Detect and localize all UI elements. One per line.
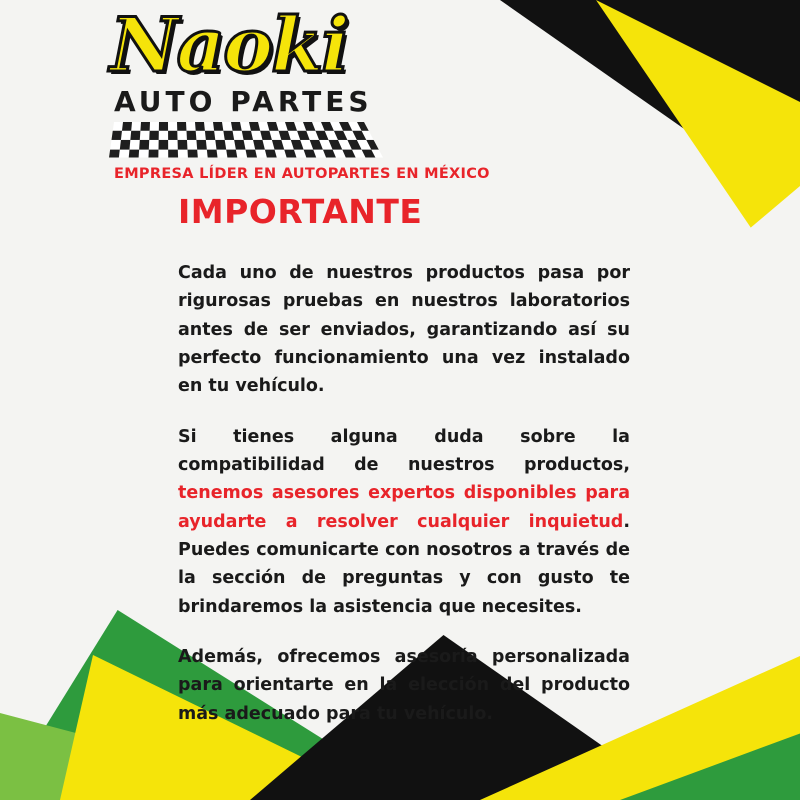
notice-paragraph-2-highlight: tenemos asesores expertos disponibles para ayudarte a resolver cualquier inquietud <box>178 483 630 532</box>
notice-paragraph-2-lead: Si tienes alguna duda sobre la compatibilidad de nuestros productos, <box>178 426 630 476</box>
page-title: IMPORTANTE <box>178 192 423 231</box>
brand-logo-subtitle: AUTO PARTES <box>114 85 373 119</box>
notice-paragraph-2-tail: . Puedes comunicarte con nosotros a través de la sección de preguntas y con gusto te brindaremos la asistencia que necesites. <box>178 511 630 617</box>
notice-paragraph-1: Cada uno de nuestros productos pasa por rigurosas pruebas en nuestros laboratorios antes de ser enviados, garantizando así su perfecto funcionamiento una vez instalado en tu vehículo. <box>178 263 630 397</box>
brand-logo-wordmark: Naoki <box>110 1 348 89</box>
brand-tagline: EMPRESA LÍDER EN AUTOPARTES EN MÉXICO <box>114 166 490 183</box>
notice-content <box>178 192 630 752</box>
brand-header <box>0 0 520 182</box>
notice-paragraph-3: Además, ofrecemos asesoría personalizada para orientarte en la elección del producto más adecuado para tu vehículo. <box>178 647 630 724</box>
notice-paragraph-2 <box>178 423 630 621</box>
checkered-flag-graphic <box>109 122 383 157</box>
